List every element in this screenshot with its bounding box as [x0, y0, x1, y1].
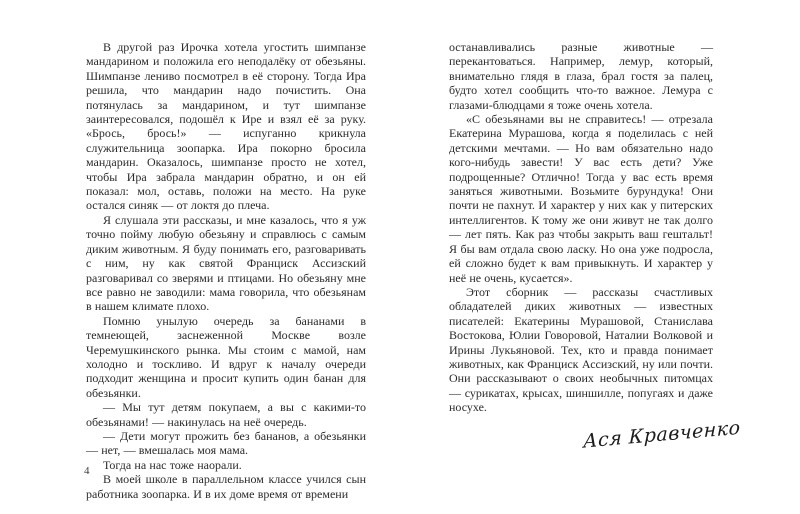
paragraph: Я слушала эти рассказы, и мне казалось, что я уж точно пойму любую обезьяну и справлюсь с самым диким животным. Я буду понимать его, разговаривать с ним, ну как святой Франциск Ассизский разговаривал со зверями и птицами. Но обезьяну мне все равно не заводили: мама говорила, что обезьянам в нашем климате плохо. [86, 212, 366, 314]
paragraph: Тогда на нас тоже наорали. [103, 457, 242, 472]
paragraph: В моей школе в параллельном классе учился сын работника зоопарка. И в их доме время от времени [86, 472, 366, 501]
paragraph: Помню унылую очередь за бананами в темнеющей, заснеженной Москве возле Черемушкинского рынка. Мы стоим с мамой, нам холодно и тоскливо. И вдруг к началу очереди подходит женщина и просит купить один банан для обезьянки. [86, 313, 366, 400]
author-signature: Ася Кравченко [583, 416, 741, 453]
paragraph: В другой раз Ирочка хотела угостить шимпанзе мандарином и положила его неподалёку от обезьяны. Шимпанзе лениво посмотрел в её сторону. Тогда Ира решила, что мандарин надо почистить. Она потянулась за мандарином, и тут шимпанзе заинтересовался, подошёл к Ире и взял её за руку. «Брось, брось!» — испуганно крикнула служительница зоопарка. Ира покорно бросила мандарин. Оказалось, шимпанзе просто не хотел, чтобы Ира забрала мандарин обратно, и он ей показал: мол, оставь, положи на место. На руке остался синяк — от локтя до плеча. [86, 40, 366, 213]
paragraph: «С обезьянами вы не справитесь! — отрезала Екатерина Мурашова, когда я поделилась с ней детскими мечтами. — Но вам обязательно надо кого-нибудь завести! У вас есть дети? Уже подрощенные? Отлично! Тогда у вас есть время заняться животными. Возьмите бурундука! Они почти не пахнут. И характер у них как у питерских интеллигентов. К тому же они живут не так долго — лет пять. Как раз чтобы закрыть ваш гештальт! Я бы вам отдала свою ласку. Но она уже подросла, ей сложно будет к вам привыкнуть. И характер у неё не очень, кусается». [449, 112, 713, 285]
left-page [86, 40, 366, 501]
paragraph-dialogue: — Мы тут детям покупаем, а вы с какими-то обезьянами! — накинулась на неё очередь. [86, 400, 366, 429]
right-page [449, 40, 713, 415]
paragraph: Этот сборник — рассказы счастливых обладателей диких животных — известных писателей: Екатерины Мурашовой, Станислава Востокова, Юлии Говоровой, Наталии Волковой и Ирины Лукьяновой. Тех, кто и правда понимает животных, как Франциск Ассизский, ну или почти. Они рассказывают о своих необычных питомцах — сурикатах, крысах, шиншилле, попугаях и даже носухе. [449, 284, 713, 415]
paragraph-dialogue: — Дети могут прожить без бананов, а обезьянки — нет, — вмешалась моя мама. [86, 428, 366, 458]
paragraph: останавливались разные животные — перекантоваться. Например, лемур, который, внимательно глядя в глаза, брал гостя за палец, будто хотел сообщить что-то важное. Лемура с глазами-блюдцами я тоже очень хотела. [449, 40, 713, 112]
page-number: 4 [84, 465, 90, 477]
